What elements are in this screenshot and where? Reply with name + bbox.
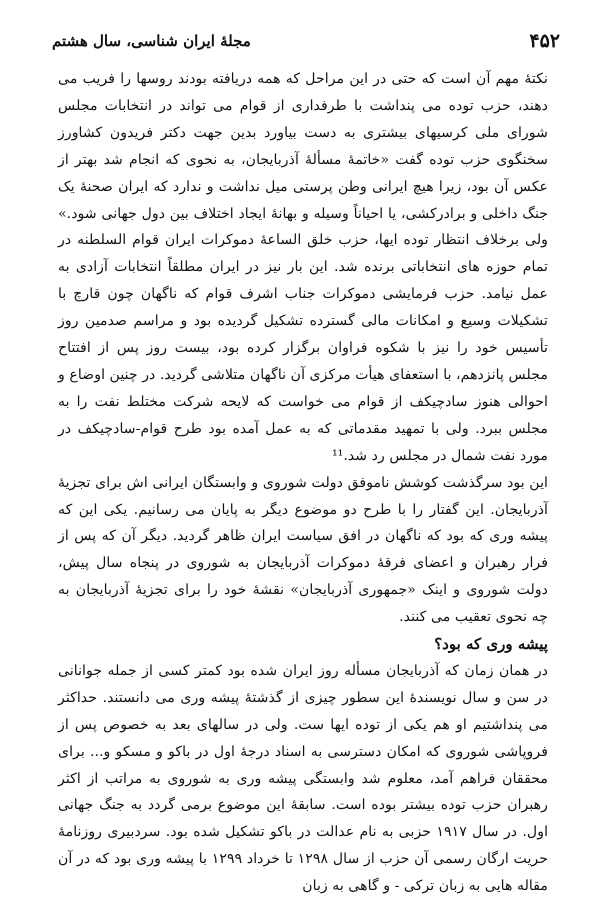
section-heading: پیشه وری که بود؟ [434,635,548,654]
journal-title: مجلهٔ ایران شناسی، سال هشتم [52,32,251,50]
page-number: ۴۵۲ [529,30,560,52]
running-head [52,30,560,56]
paragraph-1: نکتهٔ مهم آن است که حتی در این مراحل که همه دریافته بودند روسها را فریب می دهند، حزب توده می پنداشت با طرفداری از قوام می تواند در انتخابات مجلس شورای ملی کرسیهای بیشتری به دست بیاورد بدین جهت دکتر فریدون کشاورز سخنگوی حزب توده گفت «خاتمهٔ مسألهٔ آذربایجان، به نحوی که انجام شد بهتر از عکس آن بود، زیرا هیچ ایرانی وطن پرستی میل نداشت و ندارد که ایران صحنهٔ یک جنگ داخلی و برادرکشی، یا احیاناً وسیله و بهانهٔ ایجاد اختلاف بین دول جهانی شود.» ولی برخلاف انتظار توده ایها، حزب خلق الساعهٔ دموکرات ایران قوام السلطنه در تمام حوزه های انتخاباتی برنده شد. این بار نیز در ایران مطلقاً انتخابات آزادی به عمل نیامد. حزب فرمایشی دموکرات جناب اشرف قوام که ناگهان چون قارچ با تشکیلات وسیع و امکانات مالی گسترده تشکیل گردیده بود و مراسم صدمین روز تأسیس خود را نیز با شکوه فراوان برگزار کرده بود، بیست روز پس از افتتاح مجلس پانزدهم، با استعفای هیأت مرکزی آن ناگهان متلاشی گردید. در چنین اوضاع و احوالی هنوز سادچیکف از قوام می خواست که لایحه شرکت مختلط نفت را به مجلس ببرد. ولی با تمهید مقدماتی که به عمل آمده بود طرح قوام-سادچیکف در مورد نفت شمال در مجلس رد شد.¹¹ [58,71,548,464]
paragraph-2: این بود سرگذشت کوشش ناموفق دولت شوروی و وابستگان ایرانی اش برای تجزیهٔ آذربایجان. این گفتار را با طرح دو موضوع دیگر به پایان می رسانیم. یکی این که پیشه وری که بود که ناگهان در افق سیاست ایران ظاهر گردید. دیگر آن که پس از فرار رهبران و اعضای فرقهٔ دموکرات آذربایجان به شوروی در پنجاه سال پیش، دولت شوروی و اینک «جمهوری آذربایجان» نقشهٔ خود را برای تجزیهٔ آذربایجان به چه نحوی تعقیب می کنند. [58,474,548,626]
paragraph-3: در همان زمان که آذربایجان مسأله روز ایران شده بود کمتر کسی از جمله جوانانی در سن و سال نویسندهٔ این سطور چیزی از گذشتهٔ پیشه وری می دانستند. حداکثر می پنداشتیم او هم یکی از توده ایها ست. ولی در سالهای بعد به خصوص پس از فروپاشی شوروی که امکان دسترسی به اسناد درجهٔ اول در باکو و مسکو و... برای محققان فراهم آمد، معلوم شد وابستگی پیشه وری به شوروی به مراتب از اکثر رهبران حزب توده بیشتر بوده است. سابقهٔ این موضوع برمی گردد به جنگ جهانی اول. در سال ۱۹۱۷ حزبی به نام عدالت در باکو تشکیل شده بود. سردبیری روزنامهٔ حریت ارگان رسمی آن حزب از سال ۱۲۹۸ تا خرداد ۱۲۹۹ با پیشه وری بود که در آن مقاله هایی به زبان ترکی - و گاهی به زبان [58,662,549,895]
body-text [58,66,548,900]
